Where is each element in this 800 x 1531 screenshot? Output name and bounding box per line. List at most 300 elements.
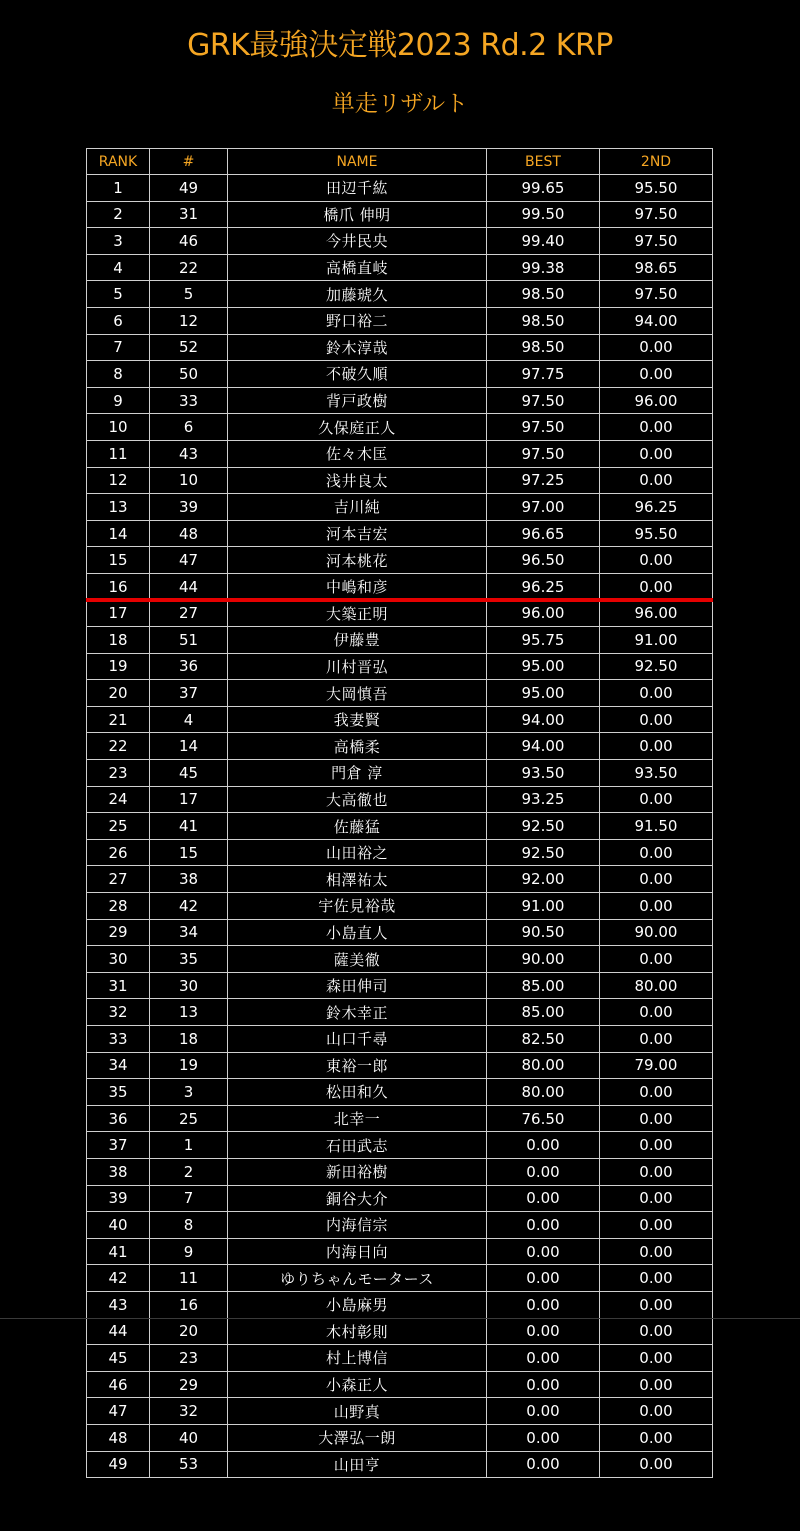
best-score-cell: 96.65 [487,520,600,547]
rank-cell: 47 [87,1398,150,1425]
qualification-cutoff-line [86,598,713,602]
rank-cell: 44 [87,1318,150,1345]
name-cell: 川村晋弘 [228,653,487,680]
rank-cell: 39 [87,1185,150,1212]
best-score-cell: 95.00 [487,680,600,707]
second-score-cell: 95.50 [600,175,713,202]
rank-cell: 25 [87,813,150,840]
table-row [87,972,713,999]
best-score-cell: 0.00 [487,1291,600,1318]
second-score-cell: 91.50 [600,813,713,840]
table-row [87,786,713,813]
number-cell: 1 [150,1132,228,1159]
table-row [87,866,713,893]
best-score-cell: 98.50 [487,334,600,361]
name-cell: 鈴木淳哉 [228,334,487,361]
table-row [87,520,713,547]
name-cell: ゆりちゃんモータース [228,1265,487,1292]
name-cell: 大岡慎吾 [228,680,487,707]
number-cell: 45 [150,760,228,787]
number-cell: 31 [150,201,228,228]
table-row [87,733,713,760]
second-score-cell: 0.00 [600,733,713,760]
results-table-body [87,175,713,1478]
number-cell: 43 [150,440,228,467]
name-cell: 田辺千紘 [228,175,487,202]
best-score-cell: 92.50 [487,813,600,840]
table-row [87,627,713,654]
number-cell: 38 [150,866,228,893]
rank-cell: 26 [87,839,150,866]
rank-cell: 43 [87,1291,150,1318]
name-cell: 薩美徹 [228,946,487,973]
table-row [87,1291,713,1318]
name-cell: 伊藤豊 [228,627,487,654]
second-score-cell: 0.00 [600,999,713,1026]
best-score-cell: 93.50 [487,760,600,787]
table-row [87,1079,713,1106]
rank-cell: 4 [87,254,150,281]
rank-cell: 7 [87,334,150,361]
second-score-cell: 0.00 [600,680,713,707]
best-score-cell: 82.50 [487,1026,600,1053]
number-cell: 25 [150,1105,228,1132]
number-cell: 33 [150,387,228,414]
second-score-cell: 94.00 [600,307,713,334]
name-cell: 高橋柔 [228,733,487,760]
best-score-cell: 97.50 [487,414,600,441]
best-score-cell: 96.25 [487,573,600,600]
name-cell: 松田和久 [228,1079,487,1106]
table-row [87,1212,713,1239]
rank-cell: 1 [87,175,150,202]
table-row [87,175,713,202]
name-cell: 我妻賢 [228,706,487,733]
second-score-cell: 0.00 [600,1212,713,1239]
number-cell: 46 [150,228,228,255]
second-score-cell: 0.00 [600,1451,713,1478]
best-score-cell: 92.00 [487,866,600,893]
number-cell: 53 [150,1451,228,1478]
table-row [87,813,713,840]
rank-cell: 3 [87,228,150,255]
best-score-cell: 0.00 [487,1371,600,1398]
second-score-cell: 0.00 [600,893,713,920]
rank-cell: 20 [87,680,150,707]
page-title: GRK最強決定戦2023 Rd.2 KRP [187,28,613,63]
table-row [87,361,713,388]
name-cell: 浅井良太 [228,467,487,494]
number-cell: 2 [150,1158,228,1185]
rank-cell: 16 [87,573,150,600]
second-score-cell: 0.00 [600,1345,713,1372]
number-cell: 36 [150,653,228,680]
second-score-cell: 0.00 [600,1398,713,1425]
number-cell: 35 [150,946,228,973]
best-score-cell: 85.00 [487,999,600,1026]
rank-cell: 12 [87,467,150,494]
second-score-cell: 0.00 [600,467,713,494]
table-row [87,414,713,441]
name-cell: 河本桃花 [228,547,487,574]
second-score-cell: 0.00 [600,946,713,973]
second-score-cell: 0.00 [600,1079,713,1106]
best-score-cell: 80.00 [487,1052,600,1079]
number-cell: 19 [150,1052,228,1079]
page-subtitle: 単走リザルト [331,91,469,117]
best-score-cell: 97.50 [487,387,600,414]
rank-cell: 13 [87,494,150,521]
table-row [87,467,713,494]
number-cell: 16 [150,1291,228,1318]
number-cell: 29 [150,1371,228,1398]
name-cell: 今井民央 [228,228,487,255]
number-cell: 48 [150,520,228,547]
table-row [87,573,713,600]
table-row [87,334,713,361]
table-row [87,201,713,228]
table-row [87,893,713,920]
number-cell: 52 [150,334,228,361]
second-score-cell: 0.00 [600,414,713,441]
number-cell: 20 [150,1318,228,1345]
second-score-cell: 0.00 [600,1371,713,1398]
name-cell: 北幸一 [228,1105,487,1132]
second-score-cell: 0.00 [600,1424,713,1451]
rank-cell: 41 [87,1238,150,1265]
rank-cell: 38 [87,1158,150,1185]
best-score-cell: 90.00 [487,946,600,973]
second-score-cell: 0.00 [600,839,713,866]
best-score-cell: 96.00 [487,600,600,627]
name-cell: 村上博信 [228,1345,487,1372]
best-score-cell: 91.00 [487,893,600,920]
rank-cell: 32 [87,999,150,1026]
rank-cell: 18 [87,627,150,654]
rank-cell: 37 [87,1132,150,1159]
column-header-number: # [150,149,228,175]
second-score-cell: 0.00 [600,440,713,467]
rank-cell: 9 [87,387,150,414]
rank-cell: 28 [87,893,150,920]
second-score-cell: 92.50 [600,653,713,680]
header-row [87,149,713,175]
table-row [87,1265,713,1292]
second-score-cell: 97.50 [600,281,713,308]
name-cell: 小島直人 [228,919,487,946]
second-score-cell: 0.00 [600,334,713,361]
rank-cell: 42 [87,1265,150,1292]
second-score-cell: 0.00 [600,361,713,388]
second-score-cell: 0.00 [600,1291,713,1318]
second-score-cell: 0.00 [600,706,713,733]
table-row [87,1052,713,1079]
best-score-cell: 76.50 [487,1105,600,1132]
number-cell: 47 [150,547,228,574]
table-row [87,1398,713,1425]
second-score-cell: 0.00 [600,1318,713,1345]
number-cell: 9 [150,1238,228,1265]
name-cell: 大高徹也 [228,786,487,813]
name-cell: 高橋直岐 [228,254,487,281]
name-cell: 大澤弘一朗 [228,1424,487,1451]
rank-cell: 33 [87,1026,150,1053]
best-score-cell: 98.50 [487,307,600,334]
rank-cell: 40 [87,1212,150,1239]
best-score-cell: 0.00 [487,1398,600,1425]
table-row [87,1026,713,1053]
number-cell: 7 [150,1185,228,1212]
number-cell: 17 [150,786,228,813]
name-cell: 山野真 [228,1398,487,1425]
name-cell: 橋爪 伸明 [228,201,487,228]
column-header-rank: RANK [87,149,150,175]
name-cell: 背戸政樹 [228,387,487,414]
name-cell: 山田裕之 [228,839,487,866]
best-score-cell: 93.25 [487,786,600,813]
best-score-cell: 98.50 [487,281,600,308]
number-cell: 49 [150,175,228,202]
table-row [87,919,713,946]
rank-cell: 14 [87,520,150,547]
best-score-cell: 95.00 [487,653,600,680]
number-cell: 32 [150,1398,228,1425]
number-cell: 12 [150,307,228,334]
table-row [87,494,713,521]
best-score-cell: 95.75 [487,627,600,654]
second-score-cell: 0.00 [600,1026,713,1053]
name-cell: 中嶋和彦 [228,573,487,600]
name-cell: 河本吉宏 [228,520,487,547]
best-score-cell: 96.50 [487,547,600,574]
name-cell: 久保庭正人 [228,414,487,441]
number-cell: 6 [150,414,228,441]
name-cell: 山口千尋 [228,1026,487,1053]
rank-cell: 27 [87,866,150,893]
number-cell: 42 [150,893,228,920]
rank-cell: 45 [87,1345,150,1372]
best-score-cell: 99.50 [487,201,600,228]
second-score-cell: 96.00 [600,387,713,414]
column-header-best: BEST [487,149,600,175]
second-score-cell: 91.00 [600,627,713,654]
table-row [87,254,713,281]
name-cell: 吉川純 [228,494,487,521]
table-row [87,1451,713,1478]
second-score-cell: 96.25 [600,494,713,521]
number-cell: 27 [150,600,228,627]
table-row [87,1371,713,1398]
name-cell: 不破久順 [228,361,487,388]
best-score-cell: 80.00 [487,1079,600,1106]
table-row [87,281,713,308]
best-score-cell: 90.50 [487,919,600,946]
name-cell: 内海日向 [228,1238,487,1265]
rank-cell: 36 [87,1105,150,1132]
table-row [87,547,713,574]
second-score-cell: 0.00 [600,1238,713,1265]
rank-cell: 11 [87,440,150,467]
number-cell: 37 [150,680,228,707]
rank-cell: 8 [87,361,150,388]
rank-cell: 5 [87,281,150,308]
second-score-cell: 93.50 [600,760,713,787]
name-cell: 門倉 淳 [228,760,487,787]
best-score-cell: 0.00 [487,1158,600,1185]
rank-cell: 19 [87,653,150,680]
table-row [87,706,713,733]
second-score-cell: 0.00 [600,866,713,893]
table-row [87,307,713,334]
number-cell: 5 [150,281,228,308]
name-cell: 大築正明 [228,600,487,627]
rank-cell: 22 [87,733,150,760]
name-cell: 小島麻男 [228,1291,487,1318]
name-cell: 佐藤猛 [228,813,487,840]
number-cell: 15 [150,839,228,866]
second-score-cell: 80.00 [600,972,713,999]
results-table [86,148,713,1478]
best-score-cell: 99.65 [487,175,600,202]
table-row [87,1345,713,1372]
number-cell: 14 [150,733,228,760]
name-cell: 宇佐見裕哉 [228,893,487,920]
number-cell: 51 [150,627,228,654]
number-cell: 8 [150,1212,228,1239]
best-score-cell: 94.00 [487,733,600,760]
table-row [87,1132,713,1159]
number-cell: 30 [150,972,228,999]
best-score-cell: 97.00 [487,494,600,521]
rank-cell: 15 [87,547,150,574]
results-table-header [87,149,713,175]
name-cell: 森田伸司 [228,972,487,999]
best-score-cell: 0.00 [487,1345,600,1372]
second-score-cell: 79.00 [600,1052,713,1079]
rank-cell: 31 [87,972,150,999]
best-score-cell: 0.00 [487,1265,600,1292]
best-score-cell: 99.40 [487,228,600,255]
second-score-cell: 90.00 [600,919,713,946]
number-cell: 11 [150,1265,228,1292]
name-cell: 小森正人 [228,1371,487,1398]
second-score-cell: 97.50 [600,228,713,255]
rank-cell: 2 [87,201,150,228]
table-row [87,839,713,866]
name-cell: 木村彰則 [228,1318,487,1345]
rank-cell: 29 [87,919,150,946]
table-row [87,387,713,414]
table-row [87,946,713,973]
number-cell: 4 [150,706,228,733]
best-score-cell: 0.00 [487,1212,600,1239]
second-score-cell: 95.50 [600,520,713,547]
best-score-cell: 0.00 [487,1424,600,1451]
number-cell: 50 [150,361,228,388]
number-cell: 39 [150,494,228,521]
table-row [87,1238,713,1265]
number-cell: 40 [150,1424,228,1451]
table-row [87,760,713,787]
rank-cell: 48 [87,1424,150,1451]
name-cell: 相澤祐太 [228,866,487,893]
second-score-cell: 0.00 [600,1158,713,1185]
column-header-name: NAME [228,149,487,175]
best-score-cell: 97.75 [487,361,600,388]
best-score-cell: 97.50 [487,440,600,467]
second-score-cell: 0.00 [600,1185,713,1212]
rank-cell: 21 [87,706,150,733]
second-score-cell: 0.00 [600,1132,713,1159]
name-cell: 内海信宗 [228,1212,487,1239]
table-row [87,1424,713,1451]
name-cell: 野口裕二 [228,307,487,334]
number-cell: 34 [150,919,228,946]
column-header-second: 2ND [600,149,713,175]
best-score-cell: 85.00 [487,972,600,999]
rank-cell: 17 [87,600,150,627]
name-cell: 佐々木匡 [228,440,487,467]
best-score-cell: 92.50 [487,839,600,866]
table-row [87,440,713,467]
table-row [87,1105,713,1132]
second-score-cell: 0.00 [600,1265,713,1292]
name-cell: 新田裕樹 [228,1158,487,1185]
best-score-cell: 94.00 [487,706,600,733]
rank-cell: 35 [87,1079,150,1106]
name-cell: 銅谷大介 [228,1185,487,1212]
number-cell: 13 [150,999,228,1026]
number-cell: 22 [150,254,228,281]
number-cell: 3 [150,1079,228,1106]
number-cell: 41 [150,813,228,840]
second-score-cell: 97.50 [600,201,713,228]
second-score-cell: 0.00 [600,1105,713,1132]
rank-cell: 34 [87,1052,150,1079]
table-row [87,1158,713,1185]
name-cell: 山田亨 [228,1451,487,1478]
table-row [87,999,713,1026]
rank-cell: 10 [87,414,150,441]
best-score-cell: 99.38 [487,254,600,281]
name-cell: 石田武志 [228,1132,487,1159]
second-score-cell: 96.00 [600,600,713,627]
best-score-cell: 0.00 [487,1318,600,1345]
rank-cell: 30 [87,946,150,973]
table-row [87,228,713,255]
best-score-cell: 0.00 [487,1185,600,1212]
second-score-cell: 0.00 [600,573,713,600]
table-row [87,653,713,680]
number-cell: 23 [150,1345,228,1372]
second-score-cell: 0.00 [600,547,713,574]
table-row [87,1318,713,1345]
rank-cell: 46 [87,1371,150,1398]
name-cell: 鈴木幸正 [228,999,487,1026]
name-cell: 加藤琥久 [228,281,487,308]
best-score-cell: 0.00 [487,1132,600,1159]
number-cell: 18 [150,1026,228,1053]
table-row [87,1185,713,1212]
rank-cell: 23 [87,760,150,787]
name-cell: 東裕一郎 [228,1052,487,1079]
number-cell: 44 [150,573,228,600]
best-score-cell: 97.25 [487,467,600,494]
number-cell: 10 [150,467,228,494]
table-row [87,680,713,707]
rank-cell: 6 [87,307,150,334]
second-score-cell: 0.00 [600,786,713,813]
